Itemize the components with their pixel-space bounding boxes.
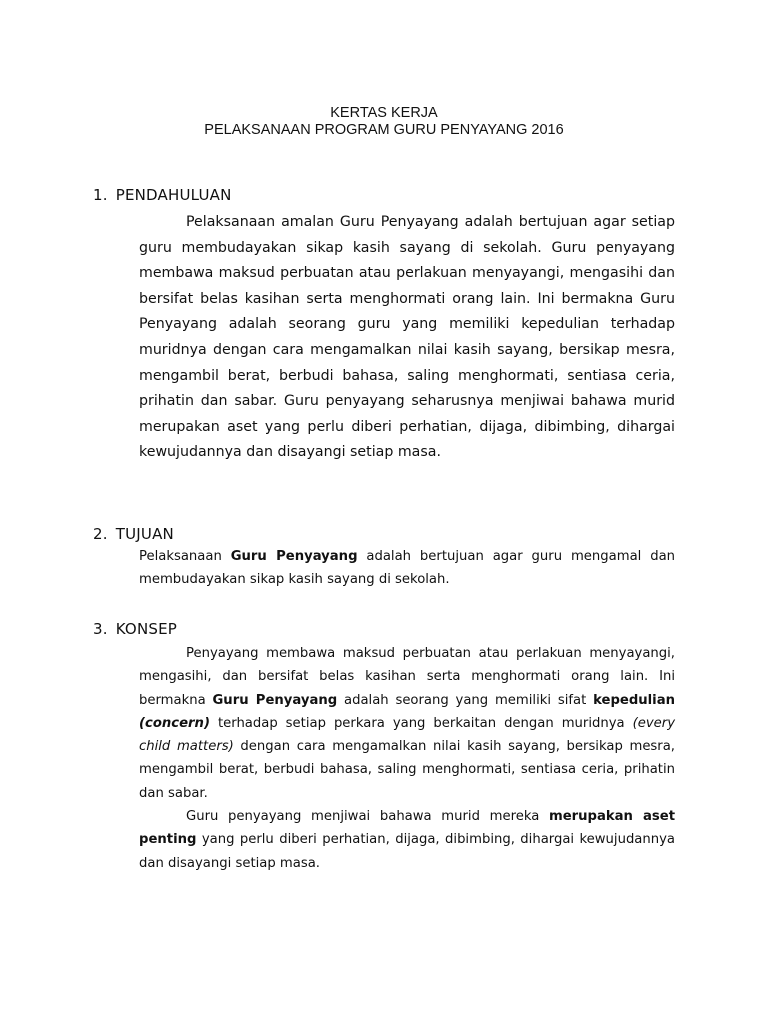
text-run: Guru penyayang menjiwai bahawa murid mereka [186, 809, 549, 825]
paragraph-2 [139, 805, 675, 875]
bold-text-run: Guru Penyayang [212, 692, 338, 708]
bold-text-run: kepedulian [593, 692, 675, 708]
bold-text-run: merupakan aset penting [139, 809, 676, 848]
section-heading-pendahuluan [93, 186, 232, 204]
section-title: PENDAHULUAN [115, 186, 232, 204]
paragraph [139, 545, 675, 592]
section-body-konsep [139, 642, 675, 875]
text-run: adalah seorang yang memiliki sifat [337, 692, 594, 708]
section-body-tujuan [139, 545, 675, 592]
paragraph-1 [139, 642, 675, 805]
section-number: 2. [93, 525, 108, 543]
section-title: KONSEP [115, 620, 178, 638]
text-run: Penyayang membawa maksud perbuatan atau perlakuan menyayangi, mengasihi, dan bersifat belas kasihan serta menghormati orang lain. Ini bermakna [139, 646, 675, 708]
section-heading-tujuan [93, 525, 174, 543]
bold-text-run: Guru Penyayang [230, 549, 358, 564]
text-run: Pelaksanaan [139, 549, 231, 564]
text-run: dengan cara mengamalkan nilai kasih sayang, bersikap mesra, mengambil berat, berbudi bahasa, saling menghormati, sentiasa ceria, prihatin dan sabar. [139, 739, 675, 801]
text-run: terhadap setiap perkara yang berkaitan dengan muridnya [209, 715, 633, 731]
section-title: TUJUAN [115, 525, 174, 543]
text-run: yang perlu diberi perhatian, dijaga, dibimbing, dihargai kewujudannya dan disayangi setiap masa. [139, 832, 675, 871]
title-line-1: KERTAS KERJA [330, 105, 438, 121]
italic-text-run: (every child matters) [139, 715, 675, 755]
section-number: 3. [93, 620, 108, 638]
section-heading-konsep [93, 620, 177, 638]
bold-italic-text-run: (concern) [139, 715, 210, 731]
document-title [0, 105, 768, 139]
section-number: 1. [93, 186, 108, 204]
text-run: adalah bertujuan agar guru mengamal dan membudayakan sikap kasih sayang di sekolah. [139, 549, 676, 588]
section-body-pendahuluan [139, 210, 675, 466]
title-line-2: PELAKSANAAN PROGRAM GURU PENYAYANG 2016 [204, 122, 564, 138]
paragraph: Pelaksanaan amalan Guru Penyayang adalah bertujuan agar setiap guru membudayakan sikap kasih sayang di sekolah. Guru penyayang membawa maksud perbuatan atau perlakuan menyayangi, mengasihi dan bersifat belas kasihan serta menghormati orang lain. Ini bermakna Guru Penyayang adalah seorang guru yang memiliki kepedulian terhadap muridnya dengan cara mengamalkan nilai kasih sayang, bersikap mesra, mengambil berat, berbudi bahasa, saling menghormati, sentiasa ceria, prihatin dan sabar. Guru penyayang seharusnya menjiwai bahawa murid merupakan aset yang perlu diberi perhatian, dijaga, dibimbing, dihargai kewujudannya dan disayangi setiap masa. [139, 214, 675, 461]
